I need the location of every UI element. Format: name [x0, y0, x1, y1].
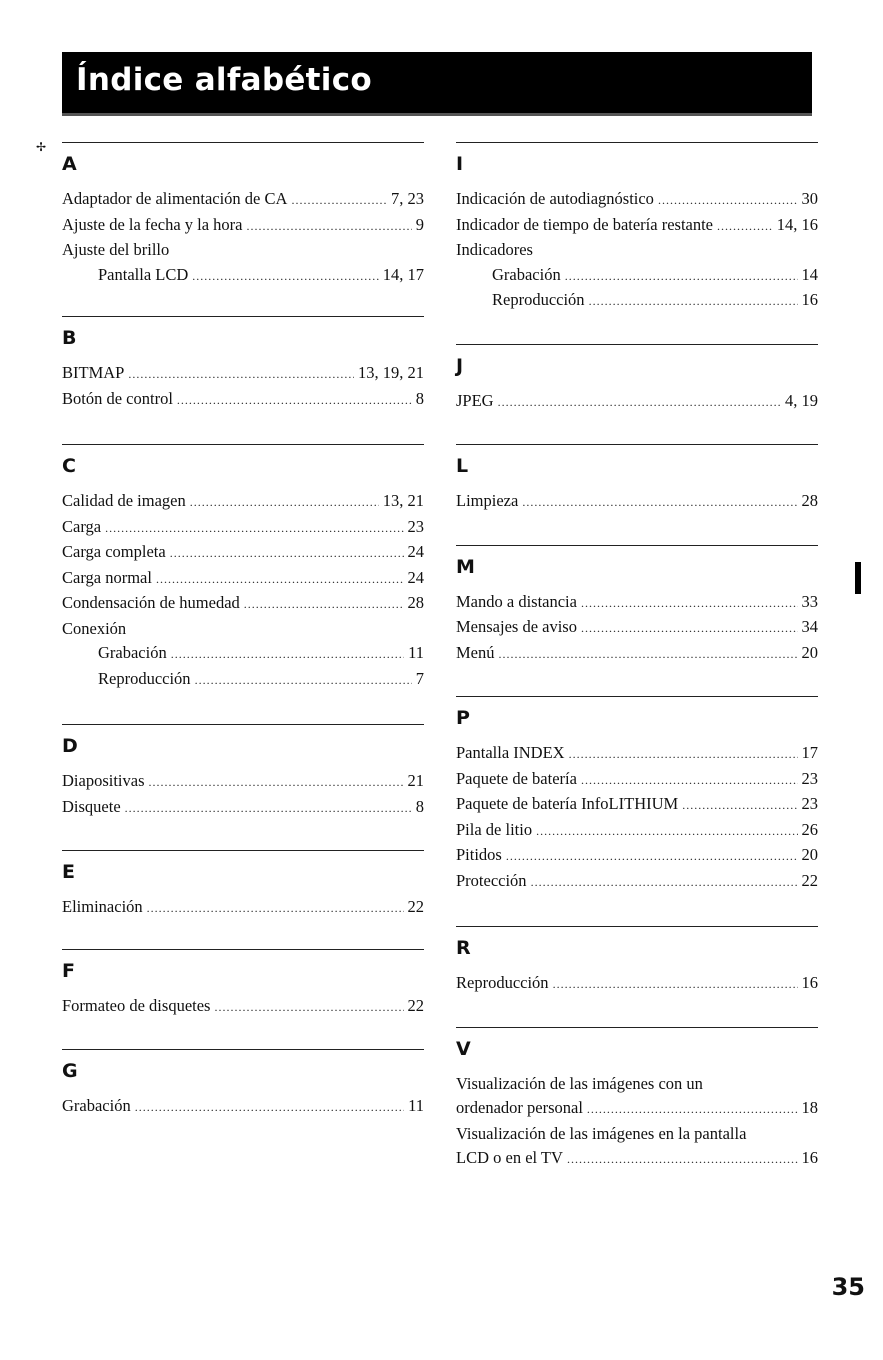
- section-divider: [456, 142, 818, 143]
- entry-pages: 23: [801, 768, 818, 788]
- index-entry: [62, 387, 424, 413]
- entry-pages: 16: [801, 290, 818, 309]
- index-entry: [456, 213, 818, 239]
- section-divider: [62, 724, 424, 725]
- entry-term: Limpieza: [456, 491, 519, 510]
- entry-pages: 13, 21: [382, 491, 424, 510]
- dot-leader: [581, 591, 798, 616]
- index-section-m: [456, 545, 818, 667]
- entry-term: Grabación: [492, 264, 561, 284]
- index-entry: [456, 792, 818, 818]
- entry-term: Adaptador de alimentación de CA: [62, 189, 288, 208]
- section-divider: [456, 444, 818, 445]
- entry-pages: 22: [407, 995, 424, 1015]
- index-section-d: [62, 724, 424, 820]
- dot-leader: [658, 188, 798, 213]
- dot-leader: [190, 490, 379, 515]
- dot-leader: [567, 1147, 798, 1172]
- section-letter: E: [62, 861, 75, 883]
- index-entry: [62, 591, 424, 617]
- entry-term: Pantalla INDEX: [456, 743, 565, 762]
- index-section-p: [456, 696, 818, 894]
- entry-term: Protección: [456, 870, 527, 890]
- section-divider: [62, 850, 424, 851]
- section-letter: I: [456, 153, 464, 175]
- entry-term: Paquete de batería: [456, 768, 577, 788]
- index-section-r: [456, 926, 818, 997]
- dot-leader: [536, 819, 797, 844]
- index-entry: [456, 615, 818, 641]
- entry-pages: 28: [407, 593, 424, 612]
- entry-pages: 7: [415, 668, 424, 688]
- index-entry: [456, 1096, 818, 1122]
- section-divider: [456, 696, 818, 697]
- index-entry: [62, 566, 424, 592]
- entry-pages: 20: [801, 845, 818, 864]
- index-entry: [456, 1146, 818, 1172]
- entry-term: Grabación: [98, 643, 167, 662]
- dot-leader: [565, 264, 798, 289]
- dot-leader: [147, 896, 404, 921]
- entry-pages: 8: [415, 388, 424, 408]
- dot-leader: [498, 390, 781, 415]
- entry-term: Condensación de humedad: [62, 593, 240, 612]
- section-divider: [456, 1027, 818, 1028]
- entry-term: Calidad de imagen: [62, 491, 186, 510]
- entry-term: Pitidos: [456, 845, 502, 864]
- section-letter: V: [456, 1037, 471, 1060]
- index-entry-heading: Visualización de las imágenes en la pantalla: [456, 1123, 747, 1143]
- index-entry: [456, 263, 818, 289]
- section-divider: [62, 142, 424, 143]
- index-entry: [62, 489, 424, 515]
- entry-term: Disquete: [62, 796, 121, 816]
- entry-pages: 4, 19: [785, 390, 818, 410]
- entry-pages: 22: [801, 870, 818, 890]
- entry-pages: 17: [801, 743, 818, 762]
- index-section-f: [62, 949, 424, 1020]
- dot-leader: [105, 516, 403, 541]
- dot-leader: [499, 642, 798, 667]
- dot-leader: [569, 742, 798, 767]
- index-entry: [62, 263, 424, 289]
- index-section-l: [456, 444, 818, 515]
- entry-pages: 13, 19, 21: [358, 363, 424, 382]
- index-entry: [62, 1094, 424, 1120]
- entry-pages: 30: [801, 189, 818, 208]
- dot-leader: [531, 870, 798, 895]
- entry-pages: 9: [415, 214, 424, 234]
- entry-term: ordenador personal: [456, 1098, 583, 1117]
- index-section-j: [456, 344, 818, 415]
- entry-term: Carga completa: [62, 542, 166, 561]
- entry-term: Carga normal: [62, 567, 152, 587]
- section-letter: P: [456, 707, 470, 729]
- dot-leader: [581, 616, 798, 641]
- index-entry: [456, 818, 818, 844]
- dot-leader: [506, 844, 798, 869]
- section-divider: [456, 344, 818, 345]
- entry-term: Indicador de tiempo de batería restante: [456, 214, 714, 234]
- dot-leader: [195, 668, 412, 693]
- section-letter: R: [456, 937, 471, 959]
- dot-leader: [244, 592, 404, 617]
- entry-pages: 11: [408, 643, 424, 662]
- index-entry: [456, 869, 818, 895]
- index-entry: [456, 767, 818, 793]
- index-entry: [62, 540, 424, 566]
- entry-term: Menú: [456, 642, 495, 662]
- index-entry: [456, 389, 818, 415]
- entry-pages: 8: [415, 796, 424, 816]
- entry-pages: 34: [801, 617, 818, 636]
- section-divider: [62, 316, 424, 317]
- dot-leader: [522, 490, 797, 515]
- index-entry: [456, 741, 818, 767]
- entry-term: JPEG: [456, 390, 494, 410]
- entry-pages: 14: [801, 264, 818, 284]
- entry-term: Mensajes de aviso: [456, 617, 577, 636]
- entry-term: Pila de litio: [456, 819, 533, 839]
- entry-term: Indicación de autodiagnóstico: [456, 189, 654, 208]
- entry-term: Pantalla LCD: [98, 264, 189, 284]
- index-entry: [62, 895, 424, 921]
- index-entry-heading: Visualización de las imágenes con un: [456, 1073, 703, 1093]
- page-number: 35: [831, 1273, 865, 1301]
- section-letter: A: [62, 153, 77, 175]
- index-entry: [62, 795, 424, 821]
- section-divider: [62, 1049, 424, 1050]
- dot-leader: [135, 1095, 404, 1120]
- entry-term: Reproducción: [456, 973, 549, 992]
- entry-term: Ajuste de la fecha y la hora: [62, 214, 243, 234]
- index-entry: [62, 769, 424, 795]
- entry-term: LCD o en el TV: [456, 1148, 563, 1167]
- entry-pages: 24: [407, 542, 424, 561]
- binding-mark-icon: ✢: [36, 140, 47, 154]
- index-entry: [62, 994, 424, 1020]
- entry-term: Grabación: [62, 1096, 131, 1115]
- section-divider: [62, 444, 424, 445]
- dot-leader: [192, 264, 378, 289]
- index-section-a: [62, 142, 424, 288]
- entry-pages: 23: [407, 516, 424, 536]
- dot-leader: [128, 362, 354, 387]
- entry-term: BITMAP: [62, 363, 125, 382]
- entry-term: Eliminación: [62, 897, 143, 916]
- section-letter: J: [456, 354, 464, 377]
- entry-term: Diapositivas: [62, 771, 145, 790]
- entry-term: Reproducción: [98, 668, 191, 688]
- index-entry: [456, 187, 818, 213]
- section-letter: C: [62, 455, 76, 477]
- entry-pages: 24: [407, 567, 424, 587]
- entry-pages: 18: [801, 1098, 818, 1117]
- section-divider: [456, 545, 818, 546]
- entry-pages: 22: [407, 897, 424, 916]
- section-letter: M: [456, 555, 475, 578]
- entry-pages: 7, 23: [391, 189, 424, 208]
- entry-term: Botón de control: [62, 388, 173, 408]
- section-letter: G: [62, 1060, 78, 1082]
- dot-leader: [581, 768, 798, 793]
- section-letter: B: [62, 327, 77, 349]
- dot-leader: [214, 995, 403, 1020]
- dot-leader: [171, 642, 404, 667]
- section-letter: L: [456, 455, 469, 477]
- dot-leader: [247, 214, 412, 239]
- index-entry: [456, 288, 818, 314]
- index-entry-heading: Conexión: [62, 618, 127, 638]
- entry-pages: 21: [407, 771, 424, 790]
- dot-leader: [177, 388, 412, 413]
- index-entry: [62, 187, 424, 213]
- entry-pages: 16: [801, 1148, 818, 1167]
- dot-leader: [149, 770, 404, 795]
- index-entry: [456, 489, 818, 515]
- entry-pages: 33: [801, 591, 818, 611]
- index-column-right: [456, 142, 818, 1172]
- dot-leader: [587, 1097, 798, 1122]
- section-divider: [456, 926, 818, 927]
- dot-leader: [682, 793, 797, 818]
- entry-term: Paquete de batería InfoLITHIUM: [456, 794, 679, 813]
- index-section-b: [62, 316, 424, 412]
- index-section-g: [62, 1049, 424, 1120]
- index-section-e: [62, 850, 424, 921]
- index-section-v: [456, 1027, 818, 1172]
- dot-leader: [717, 214, 773, 239]
- entry-pages: 14, 17: [382, 264, 424, 284]
- entry-pages: 28: [801, 491, 818, 510]
- dot-leader: [291, 188, 387, 213]
- index-entry: [456, 971, 818, 997]
- index-entry: [62, 641, 424, 667]
- entry-term: Reproducción: [492, 290, 585, 309]
- entry-term: Mando a distancia: [456, 591, 577, 611]
- dot-leader: [156, 567, 404, 592]
- index-entry: [456, 843, 818, 869]
- entry-pages: 26: [801, 819, 818, 839]
- index-section-i: [456, 142, 818, 314]
- entry-pages: 20: [801, 642, 818, 662]
- section-letter: F: [62, 959, 75, 982]
- index-column-left: [62, 142, 424, 1120]
- entry-term: Carga: [62, 516, 102, 536]
- index-entry: [62, 515, 424, 541]
- entry-pages: 11: [408, 1096, 424, 1115]
- page-title: Índice alfabético: [76, 62, 372, 98]
- entry-pages: 16: [801, 973, 818, 992]
- section-divider: [62, 949, 424, 950]
- thumb-index-tab: [855, 562, 861, 594]
- dot-leader: [170, 541, 404, 566]
- dot-leader: [125, 796, 412, 821]
- entry-pages: 23: [801, 794, 818, 813]
- index-entry-heading: Ajuste del brillo: [62, 240, 170, 259]
- entry-pages: 14, 16: [776, 214, 818, 234]
- index-entry: [62, 213, 424, 239]
- index-entry-heading: Indicadores: [456, 240, 533, 259]
- dot-leader: [589, 289, 798, 314]
- dot-leader: [553, 972, 798, 997]
- index-entry: [62, 361, 424, 387]
- title-bar: [62, 52, 812, 116]
- index-entry: [456, 641, 818, 667]
- entry-term: Formateo de disquetes: [62, 995, 211, 1015]
- index-section-c: [62, 444, 424, 692]
- section-letter: D: [62, 735, 78, 757]
- index-entry: [456, 590, 818, 616]
- index-entry: [62, 667, 424, 693]
